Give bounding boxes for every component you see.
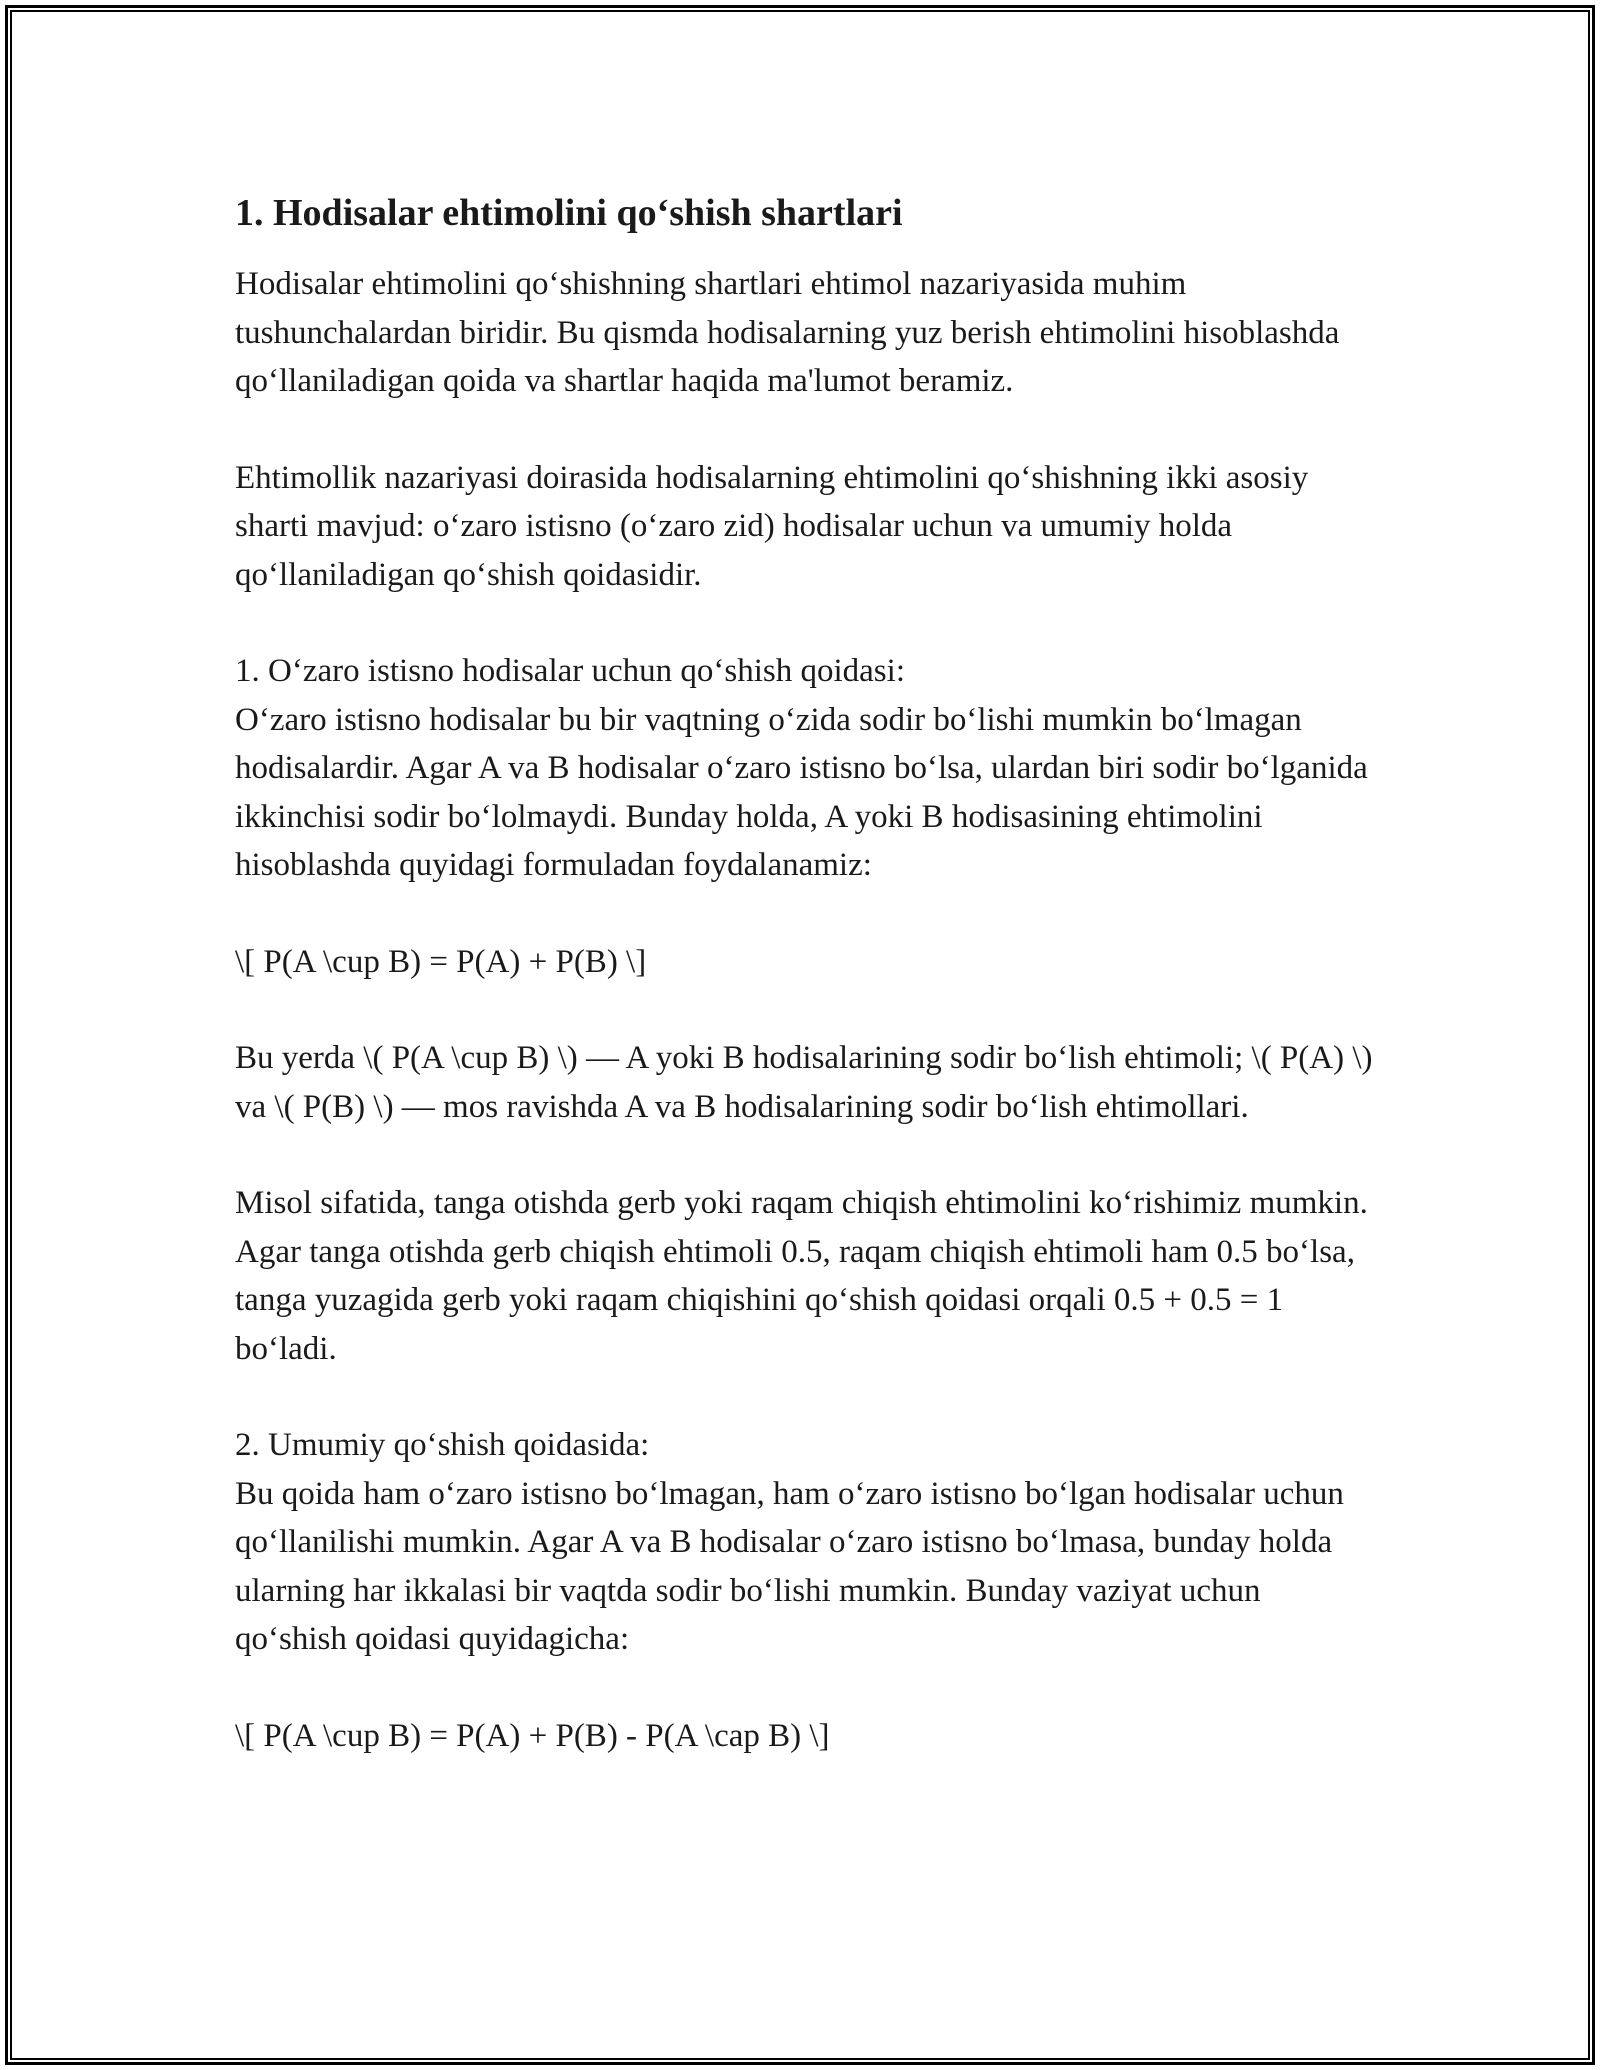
rule-one-description: O‘zaro istisno hodisalar bu bir vaqtning o‘zida sodir bo‘lishi mumkin bo‘lmagan hodisalardir. Agar A va B hodisalar o‘zaro istisno bo‘lsa, ulardan biri sodir bo‘lganida ikkinchisi sodir bo‘lolmaydi. Bunday holda, A yoki B hodisasining ehtimolini hisoblashda quyidagi formuladan foydalanamiz: (235, 701, 1368, 883)
rule-two-subheading: 2. Umumiy qo‘shish qoidasida: (235, 1427, 650, 1463)
rule-two-description: Bu qoida ham o‘zaro istisno bo‘lmagan, ham o‘zaro istisno bo‘lgan hodisalar uchun qo‘llanilishi mumkin. Agar A va B hodisalar o‘zaro istisno bo‘lmasa, bunday holda ularning har ikkalasi bir vaqtda sodir bo‘lishi mumkin. Bunday vaziyat uchun qo‘shish qoidasi quyidagicha: (235, 1475, 1344, 1657)
overview-paragraph: Ehtimollik nazariyasi doirasida hodisalarning ehtimolini qo‘shishning ikki asosiy sharti mavjud: o‘zaro istisno (o‘zaro zid) hodisalar uchun va umumiy holda qo‘llaniladigan qo‘shish qoidasidir. (235, 459, 1309, 593)
formula-general: \[ P(A \cup B) = P(A) + P(B) - P(A \cap B) \] (235, 1717, 830, 1754)
document-body (235, 188, 1375, 1808)
rule-one-block (235, 647, 1375, 890)
section-heading: 1. Hodisalar ehtimolini qo‘shish shartlari (235, 192, 903, 234)
rule-one-subheading: 1. O‘zaro istisno hodisalar uchun qo‘shish qoidasi: (235, 653, 905, 689)
formula-explanation: Bu yerda \( P(A \cup B) \) — A yoki B hodisalarining sodir bo‘lish ehtimoli; \( P(A) \) va \( P(B) \) — mos ravishda A va B hodisalarining sodir bo‘lish ehtimollari. (235, 1040, 1373, 1125)
intro-paragraph: Hodisalar ehtimolini qo‘shishning shartlari ehtimol nazariyasida muhim tushunchalardan biridir. Bu qismda hodisalarning yuz berish ehtimolini hisoblashda qo‘llaniladigan qoida va shartlar haqida ma'lumot beramiz. (235, 266, 1340, 399)
formula-disjoint: \[ P(A \cup B) = P(A) + P(B) \] (235, 943, 647, 980)
rule-two-block (235, 1421, 1375, 1664)
coin-example-paragraph: Misol sifatida, tanga otishda gerb yoki raqam chiqish ehtimolini ko‘rishimiz mumkin. Agar tanga otishda gerb chiqish ehtimoli 0.5, raqam chiqish ehtimoli ham 0.5 bo‘lsa, tanga yuzagida gerb yoki raqam chiqishini qo‘shish qoidasi orqali 0.5 + 0.5 = 1 bo‘ladi. (235, 1185, 1368, 1367)
